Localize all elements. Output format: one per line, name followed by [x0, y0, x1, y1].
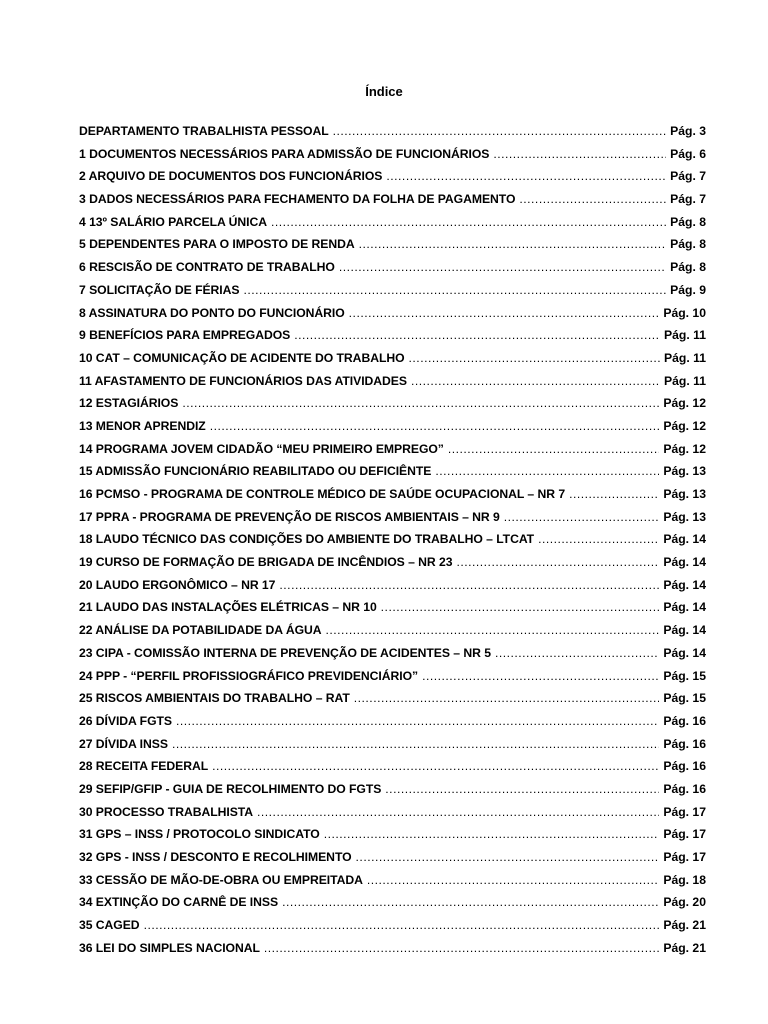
- toc-entry-page: Pág. 8: [670, 214, 706, 229]
- toc-dot-leader: [493, 147, 666, 161]
- toc-entry-page: Pág. 16: [663, 781, 706, 796]
- toc-entry-label: DEPARTAMENTO TRABALHISTA PESSOAL: [79, 124, 329, 138]
- toc-entry-page: Pág. 14: [663, 577, 706, 592]
- toc-entry-label: 12 ESTAGIÁRIOS: [79, 396, 179, 411]
- toc-entry-label: 14 PROGRAMA JOVEM CIDADÃO “MEU PRIMEIRO EMPREGO”: [79, 441, 444, 456]
- toc-dot-leader: [282, 895, 659, 909]
- toc-dot-leader: [354, 691, 660, 705]
- toc-entry[interactable]: [79, 487, 706, 510]
- toc-dot-leader: [326, 623, 660, 637]
- toc-entry[interactable]: [79, 827, 706, 850]
- toc-dot-leader: [356, 850, 660, 864]
- toc-entry[interactable]: [79, 215, 706, 238]
- toc-entry-page: Pág. 14: [663, 600, 706, 615]
- toc-entry[interactable]: [79, 419, 706, 442]
- toc-dot-leader: [385, 782, 659, 796]
- toc-entry-page: Pág. 10: [663, 305, 706, 320]
- toc-entry-page: Pág. 14: [663, 645, 706, 660]
- toc-entry[interactable]: [79, 124, 706, 147]
- toc-entry[interactable]: [79, 442, 706, 465]
- toc-entry-page: Pág. 13: [663, 487, 706, 501]
- toc-entry-page: Pág. 9: [670, 282, 706, 297]
- toc-dot-leader: [333, 124, 666, 138]
- toc-entry-page: Pág. 16: [663, 759, 706, 774]
- toc-entry[interactable]: [79, 237, 706, 260]
- toc-entry-label: 22 ANÁLISE DA POTABILIDADE DA ÁGUA: [79, 623, 322, 638]
- toc-entry-label: 32 GPS - INSS / DESCONTO E RECOLHIMENTO: [79, 850, 352, 864]
- toc-entry-label: 10 CAT – COMUNICAÇÃO DE ACIDENTE DO TRABALHO: [79, 350, 405, 365]
- toc-dot-leader: [569, 487, 659, 501]
- toc-dot-leader: [339, 260, 666, 274]
- toc-dot-leader: [435, 464, 659, 478]
- toc-entry-page: Pág. 21: [663, 940, 706, 955]
- toc-entry-label: 5 DEPENDENTES PARA O IMPOSTO DE RENDA: [79, 237, 355, 252]
- toc-entry-page: Pág. 13: [663, 509, 706, 524]
- toc-entry-label: 27 DÍVIDA INSS: [79, 736, 168, 751]
- toc-entry-page: Pág. 12: [663, 441, 706, 456]
- toc-dot-leader: [495, 646, 659, 660]
- toc-entry[interactable]: [79, 555, 706, 578]
- toc-entry-label: 17 PPRA - PROGRAMA DE PREVENÇÃO DE RISCOS AMBIENTAIS – NR 9: [79, 509, 500, 524]
- toc-entry-page: Pág. 16: [663, 736, 706, 751]
- toc-dot-leader: [324, 827, 660, 841]
- toc-entry[interactable]: [79, 578, 706, 601]
- toc-entry[interactable]: [79, 169, 706, 192]
- toc-dot-leader: [279, 578, 659, 592]
- toc-entry[interactable]: [79, 510, 706, 533]
- toc-entry-page: Pág. 14: [663, 555, 706, 570]
- toc-entry[interactable]: [79, 623, 706, 646]
- toc-entry[interactable]: [79, 464, 706, 487]
- toc-entry[interactable]: [79, 691, 706, 714]
- toc-entry-label: 6 RESCISÃO DE CONTRATO DE TRABALHO: [79, 260, 335, 275]
- toc-entry[interactable]: [79, 260, 706, 283]
- toc-entry[interactable]: [79, 374, 706, 397]
- toc-entry-page: Pág. 18: [663, 872, 706, 887]
- toc-entry[interactable]: [79, 918, 706, 941]
- toc-entry[interactable]: [79, 328, 706, 351]
- toc-entry-label: 25 RISCOS AMBIENTAIS DO TRABALHO – RAT: [79, 691, 350, 706]
- toc-entry-label: 31 GPS – INSS / PROTOCOLO SINDICATO: [79, 827, 320, 842]
- toc-dot-leader: [409, 351, 660, 365]
- toc-dot-leader: [349, 306, 660, 320]
- toc-entry[interactable]: [79, 941, 706, 964]
- toc-entry-label: 11 AFASTAMENTO DE FUNCIONÁRIOS DAS ATIVIDADES: [79, 373, 407, 388]
- toc-entry-page: Pág. 14: [663, 532, 706, 547]
- toc-entry-label: 21 LAUDO DAS INSTALAÇÕES ELÉTRICAS – NR 10: [79, 600, 377, 615]
- toc-entry-page: Pág. 7: [670, 169, 706, 184]
- toc-entry[interactable]: [79, 600, 706, 623]
- toc-entry[interactable]: [79, 306, 706, 329]
- toc-entry-page: Pág. 13: [663, 464, 706, 479]
- toc-entry-label: 1 DOCUMENTOS NECESSÁRIOS PARA ADMISSÃO DE FUNCIONÁRIOS: [79, 146, 490, 161]
- toc-entry-label: 24 PPP - “PERFIL PROFISSIOGRÁFICO PREVIDENCIÁRIO”: [79, 668, 419, 683]
- toc-entry[interactable]: [79, 895, 706, 918]
- toc-entry[interactable]: [79, 850, 706, 873]
- toc-entry[interactable]: [79, 782, 706, 805]
- toc-entry-label: 13 MENOR APRENDIZ: [79, 418, 206, 433]
- toc-entry[interactable]: [79, 646, 706, 669]
- toc-dot-leader: [182, 396, 659, 410]
- toc-entry[interactable]: [79, 873, 706, 896]
- toc-entry[interactable]: [79, 759, 706, 782]
- toc-entry-page: Pág. 3: [670, 124, 706, 138]
- toc-entry-page: Pág. 17: [663, 804, 706, 819]
- toc-dot-leader: [359, 237, 667, 251]
- toc-dot-leader: [172, 737, 659, 751]
- toc-dot-leader: [264, 941, 659, 955]
- toc-dot-leader: [176, 714, 659, 728]
- toc-entry-page: Pág. 21: [663, 918, 706, 933]
- toc-entry[interactable]: [79, 147, 706, 170]
- toc-entry-page: Pág. 8: [670, 237, 706, 252]
- toc-entry[interactable]: [79, 714, 706, 737]
- toc-entry-page: Pág. 17: [663, 850, 706, 864]
- page-title: Índice: [365, 84, 403, 99]
- toc-dot-leader: [538, 532, 659, 546]
- toc-dot-leader: [210, 419, 660, 433]
- toc-dot-leader: [456, 555, 659, 569]
- toc-entry-label: 18 LAUDO TÉCNICO DAS CONDIÇÕES DO AMBIENTE DO TRABALHO – LTCAT: [79, 532, 535, 547]
- toc-entry-page: Pág. 6: [670, 146, 706, 161]
- toc-dot-leader: [257, 805, 659, 819]
- toc-entry-page: Pág. 17: [663, 827, 706, 842]
- toc-dot-leader: [411, 374, 660, 388]
- toc-entry-label: 23 CIPA - COMISSÃO INTERNA DE PREVENÇÃO DE ACIDENTES – NR 5: [79, 645, 491, 660]
- toc-entry[interactable]: [79, 192, 706, 215]
- toc-entry-label: 9 BENEFÍCIOS PARA EMPREGADOS: [79, 328, 291, 343]
- toc-entry-label: 2 ARQUIVO DE DOCUMENTOS DOS FUNCIONÁRIOS: [79, 169, 383, 184]
- toc-dot-leader: [144, 918, 660, 932]
- toc-entry[interactable]: [79, 532, 706, 555]
- toc-entry-label: 19 CURSO DE FORMAÇÃO DE BRIGADA DE INCÊNDIOS – NR 23: [79, 555, 453, 570]
- toc-entry-label: 8 ASSINATURA DO PONTO DO FUNCIONÁRIO: [79, 305, 345, 320]
- toc-entry-page: Pág. 12: [663, 396, 706, 411]
- toc-entry-label: 7 SOLICITAÇÃO DE FÉRIAS: [79, 282, 240, 297]
- toc-dot-leader: [294, 328, 660, 342]
- toc-entry-label: 4 13º SALÁRIO PARCELA ÚNICA: [79, 214, 267, 229]
- toc-entry-label: 26 DÍVIDA FGTS: [79, 713, 172, 728]
- toc-dot-leader: [381, 600, 660, 614]
- toc-entry[interactable]: [79, 351, 706, 374]
- toc-entry-label: 3 DADOS NECESSÁRIOS PARA FECHAMENTO DA FOLHA DE PAGAMENTO: [79, 192, 516, 207]
- toc-dot-leader: [386, 169, 666, 183]
- toc-dot-leader: [504, 510, 660, 524]
- toc-entry-label: 15 ADMISSÃO FUNCIONÁRIO REABILITADO OU DEFICIÊNTE: [79, 464, 432, 479]
- toc-entry-page: Pág. 15: [663, 668, 706, 683]
- toc-entry-page: Pág. 20: [663, 895, 706, 910]
- toc-entry[interactable]: [79, 396, 706, 419]
- toc-entry-label: 29 SEFIP/GFIP - GUIA DE RECOLHIMENTO DO FGTS: [79, 781, 382, 796]
- table-of-contents: [79, 124, 706, 963]
- toc-dot-leader: [422, 669, 659, 683]
- toc-entry-label: 35 CAGED: [79, 918, 140, 933]
- toc-entry-page: Pág. 11: [663, 373, 706, 388]
- toc-entry-page: Pág. 14: [663, 623, 706, 638]
- toc-dot-leader: [243, 283, 666, 297]
- toc-entry[interactable]: [79, 805, 706, 828]
- toc-entry-page: Pág. 16: [663, 713, 706, 728]
- toc-entry-label: 36 LEI DO SIMPLES NACIONAL: [79, 940, 260, 955]
- toc-dot-leader: [448, 442, 659, 456]
- toc-entry-page: Pág. 11: [663, 350, 706, 365]
- toc-entry[interactable]: [79, 737, 706, 760]
- toc-dot-leader: [367, 873, 659, 887]
- toc-entry-label: 34 EXTINÇÃO DO CARNÊ DE INSS: [79, 895, 279, 910]
- toc-entry-page: Pág. 11: [663, 328, 706, 343]
- toc-entry-label: 33 CESSÃO DE MÃO-DE-OBRA OU EMPREITADA: [79, 872, 363, 887]
- toc-dot-leader: [271, 215, 666, 229]
- toc-entry-page: Pág. 12: [663, 418, 706, 433]
- toc-entry-label: 20 LAUDO ERGONÔMICO – NR 17: [79, 577, 276, 592]
- toc-entry-label: 16 PCMSO - PROGRAMA DE CONTROLE MÉDICO DE SAÚDE OCUPACIONAL – NR 7: [79, 487, 566, 501]
- toc-entry-page: Pág. 7: [670, 192, 706, 207]
- toc-entry[interactable]: [79, 669, 706, 692]
- toc-entry-page: Pág. 15: [663, 691, 706, 706]
- toc-dot-leader: [519, 192, 666, 206]
- toc-entry-label: 30 PROCESSO TRABALHISTA: [79, 804, 254, 819]
- toc-dot-leader: [212, 759, 659, 773]
- toc-entry[interactable]: [79, 283, 706, 306]
- toc-entry-label: 28 RECEITA FEDERAL: [79, 759, 209, 774]
- toc-entry-page: Pág. 8: [670, 260, 706, 275]
